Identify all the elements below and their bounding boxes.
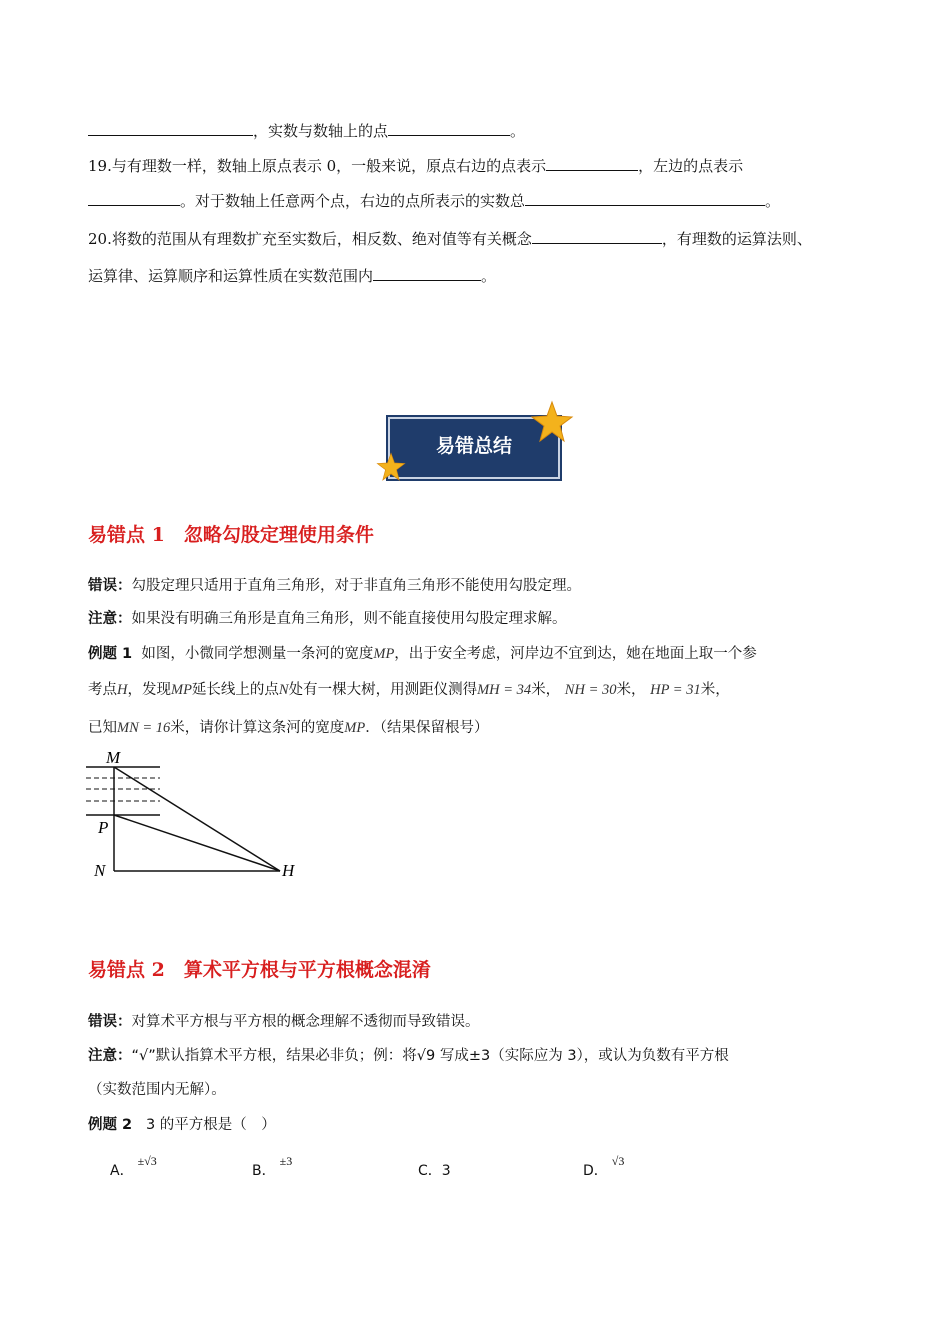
section1-error: 错误：勾股定理只适用于直角三角形，对于非直角三角形不能使用勾股定理。 [88, 578, 581, 594]
segment-mh [114, 767, 280, 871]
blank[interactable] [388, 121, 510, 136]
label-m: M [106, 748, 121, 767]
q19-line1: 19.与有理数一样，数轴上原点表示 0，一般来说，原点右边的点表示 ，左边的点表示 [88, 157, 744, 175]
blank[interactable] [546, 156, 638, 171]
blank[interactable] [373, 266, 481, 281]
example1-line3: 已知MN = 16米，请你计算这条河的宽度MP．（结果保留根号） [88, 720, 489, 736]
example1-line1: 例题 1 如图，小微同学想测量一条河的宽度MP，出于安全考虑，河岸边不宜到达，她在地面上取一个参 [88, 646, 757, 662]
blank[interactable] [525, 191, 765, 206]
q20-line2: 运算律、运算顺序和运算性质在实数范围内 。 [88, 267, 497, 285]
q18-text: ，实数与数轴上的点 [253, 122, 389, 140]
section2-error: 错误：对算术平方根与平方根的概念理解不透彻而导致错误。 [88, 1014, 480, 1030]
star-icon [530, 400, 574, 444]
option-c[interactable]: C．3 [418, 1163, 451, 1179]
section2-note: 注意：“√”默认指算术平方根，结果必非负；例：将√9 写成±3（实际应为 3），或认为负数有平方根 [88, 1048, 729, 1064]
blank[interactable] [88, 121, 253, 136]
river-figure [80, 745, 310, 885]
example2-question: 例题 2 3 的平方根是（ ） [88, 1117, 276, 1133]
example1-line2: 考点H，发现MP延长线上的点N处有一棵大树，用测距仪测得MH = 34米， NH = 30米， HP = 31米， [88, 682, 730, 698]
section-banner: 易错总结 [388, 417, 560, 479]
section1-heading: 易错点 1 忽略勾股定理使用条件 [88, 524, 374, 546]
option-d[interactable]: D．√3 [583, 1154, 625, 1179]
q18-line: ，实数与数轴上的点 。 [88, 120, 525, 141]
label-h: H [282, 861, 295, 880]
label-n: N [94, 861, 106, 880]
option-a[interactable]: A．±√3 [110, 1154, 157, 1179]
section2-heading: 易错点 2 算术平方根与平方根概念混淆 [88, 959, 431, 981]
option-b[interactable]: B．±3 [252, 1154, 293, 1179]
section2-note-cont: （实数范围内无解）。 [88, 1082, 226, 1098]
q20-line1: 20.将数的范围从有理数扩充至实数后，相反数、绝对值等有关概念 ，有理数的运算法则、 [88, 230, 812, 248]
label-p: P [98, 818, 109, 837]
blank[interactable] [532, 229, 662, 244]
blank[interactable] [88, 191, 180, 206]
q19-line2: 。对于数轴上任意两个点，右边的点所表示的实数总 。 [88, 190, 780, 211]
segment-ph [114, 815, 280, 871]
section1-note: 注意：如果没有明确三角形是直角三角形，则不能直接使用勾股定理求解。 [88, 611, 567, 627]
star-icon [376, 452, 406, 482]
